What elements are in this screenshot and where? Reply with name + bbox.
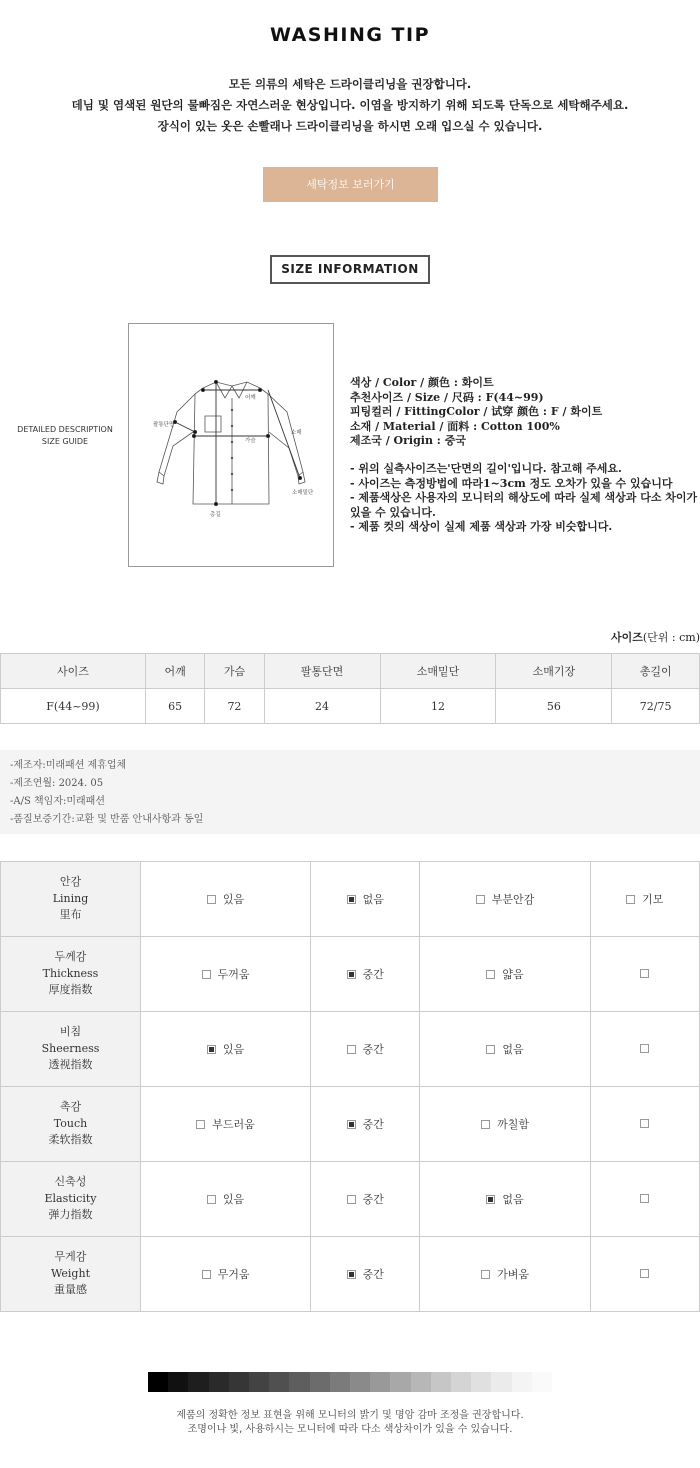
diagram-label-cuff: 소매밑단 [292,490,314,496]
size-table-header: 소매밑단 [380,654,496,689]
gray-swatch [310,1372,330,1392]
fabric-row-head [1,862,141,937]
fabric-option-cell [420,937,590,1012]
gray-swatch [411,1372,431,1392]
spec-size: 추천사이즈 / Size / 尺码 : F(44~99) [350,390,544,404]
fabric-attribute-zh: 柔软指数 [48,1133,93,1147]
fabric-option-cell [420,1237,590,1312]
washing-info-button[interactable]: 세탁정보 보러가기 [263,167,438,202]
gray-swatch [209,1372,229,1392]
size-table-header: 사이즈 [1,654,146,689]
fabric-row [1,1012,700,1087]
fabric-attribute-zh: 里布 [59,908,82,922]
checked-box-icon [207,1045,216,1054]
gray-swatch [168,1372,188,1392]
fabric-option [347,1116,384,1132]
fabric-option [640,1119,649,1128]
gray-swatch [330,1372,350,1392]
fabric-option-label: 중간 [362,968,384,981]
checked-box-icon [486,1195,495,1204]
manufacturer-info [0,750,700,834]
washing-line: 모든 의류의 세탁은 드라이클리닝을 권장합니다. [228,77,472,91]
spec-color: 색상 / Color / 颜色 : 화이트 [350,376,494,389]
checkbox-icon [202,970,211,979]
fabric-option-cell [311,1237,420,1312]
fabric-row-head [1,1162,141,1237]
checkbox-icon [476,895,485,904]
fabric-row [1,1087,700,1162]
gray-swatch [390,1372,410,1392]
fabric-option-cell [141,1162,311,1237]
table-row [1,689,700,724]
fabric-option [640,969,649,978]
size-table-cell: 65 [146,689,205,724]
checkbox-icon [347,1195,356,1204]
monitor-note [0,1409,700,1437]
fabric-attribute-en: Weight [51,1266,90,1280]
gray-swatch [370,1372,390,1392]
fabric-option [481,1116,529,1132]
gray-scale-strip [148,1372,552,1392]
checkbox-icon [196,1120,205,1129]
guide-label-line: DETAILED DESCRIPTION [17,425,113,434]
guide-label-line: SIZE GUIDE [41,437,89,446]
shirt-diagram-icon [129,324,333,566]
gray-swatch [289,1372,309,1392]
fabric-option-label: 없음 [362,893,384,906]
size-unit-label [611,629,700,645]
fabric-option-label: 얇음 [502,968,524,981]
monitor-note-line: 조명이나 빛, 사용하시는 모니터에 따라 다소 색상차이가 있을 수 있습니다. [187,1424,513,1435]
size-table-header: 총길이 [612,654,700,689]
fabric-option-cell [590,1087,699,1162]
fabric-option [347,966,384,982]
maker-line: -제조자:미래패션 제휴업체 [10,760,127,771]
size-table-cell: 56 [496,689,612,724]
fabric-option [486,1191,523,1207]
fabric-option-label: 부분안감 [491,893,535,906]
fabric-option [347,891,384,907]
fabric-attribute-ko: 안감 [59,875,82,889]
gray-swatch [148,1372,168,1392]
fabric-option-label: 없음 [502,1043,524,1056]
gray-swatch [491,1372,511,1392]
fabric-attribute-en: Sheerness [41,1041,100,1055]
fabric-option-cell [141,1237,311,1312]
checkbox-icon [640,1044,649,1053]
gray-swatch [249,1372,269,1392]
fabric-attribute-en: Elasticity [44,1191,97,1205]
fabric-option-cell [311,1012,420,1087]
fabric-option-label: 중간 [362,1268,384,1281]
fabric-option-cell [311,862,420,937]
fabric-option [207,1041,244,1057]
fabric-option [207,1191,244,1207]
fabric-row [1,862,700,937]
diagram-label-length: 총길 [210,512,221,518]
size-table-cell: 24 [264,689,380,724]
size-diagram [128,323,334,567]
fabric-option-cell [141,862,311,937]
fabric-option-cell [590,1012,699,1087]
checkbox-icon [207,895,216,904]
checkbox-icon [486,970,495,979]
spec-note: - 위의 실측사이즈는'단면의 길이'입니다. 참고해 주세요. [350,461,622,475]
fabric-option [640,1269,649,1278]
fabric-option-label: 있음 [222,893,245,906]
fabric-attribute-ko: 두께감 [54,950,87,964]
spec-note: - 사이즈는 측정방법에 따라1~3cm 정도 오차가 있을 수 있습니다 [350,476,673,490]
fabric-attribute-zh: 重量感 [54,1283,87,1297]
fabric-option-label: 부드러움 [212,1118,255,1131]
fabric-attribute-ko: 촉감 [59,1100,82,1114]
fabric-option [202,1266,250,1282]
fabric-option-label: 기모 [642,893,664,906]
checkbox-icon [640,1269,649,1278]
fabric-attribute-en: Lining [52,891,89,905]
washing-tip-title: WASHING TIP [269,24,431,46]
size-table-cell: 12 [380,689,496,724]
size-table-header: 소매기장 [496,654,612,689]
fabric-option-label: 무거움 [217,1268,250,1281]
size-table [0,653,700,724]
gray-swatch [229,1372,249,1392]
maker-line: -제조연월: 2024. 05 [10,778,104,789]
checkbox-icon [481,1120,490,1129]
gray-swatch [188,1372,208,1392]
fabric-option [202,966,250,982]
monitor-note-line: 제품의 정확한 정보 표현을 위해 모니터의 밝기 및 명암 감마 조정을 권장합니다. [176,1410,524,1421]
size-table-cell: 72 [205,689,264,724]
fabric-attribute-zh: 透视指数 [48,1058,93,1072]
fabric-option-cell [590,1237,699,1312]
fabric-option-label: 중간 [362,1043,384,1056]
fabric-option [207,891,244,907]
size-table-header: 가슴 [205,654,264,689]
checked-box-icon [347,1270,356,1279]
checked-box-icon [347,970,356,979]
fabric-option-cell [420,1087,590,1162]
fabric-option-label: 까칠함 [497,1118,529,1131]
fabric-attribute-zh: 厚度指数 [48,983,93,997]
gray-swatch [269,1372,289,1392]
fabric-attribute-ko: 비침 [59,1025,82,1039]
fabric-row-head [1,1012,141,1087]
fabric-attribute-ko: 신축성 [54,1175,87,1189]
fabric-option-cell [590,862,699,937]
fabric-option-label: 있음 [222,1043,245,1056]
checked-box-icon [347,1120,356,1129]
fabric-option-label: 중간 [362,1193,384,1206]
checkbox-icon [486,1045,495,1054]
diagram-label-chest: 가슴 [245,438,256,444]
fabric-option-cell [311,1087,420,1162]
checked-box-icon [347,895,356,904]
washing-instructions [0,74,700,137]
size-unit-note: (단위 : cm) [642,631,700,644]
checkbox-icon [481,1270,490,1279]
size-table-header-row [1,654,700,689]
fabric-option-label: 중간 [362,1118,384,1131]
size-unit-title: 사이즈 [610,631,643,644]
fabric-option [486,1041,523,1057]
fabric-row-head [1,1237,141,1312]
fabric-option-cell [590,937,699,1012]
fabric-option-cell [311,937,420,1012]
fabric-option-label: 있음 [222,1193,245,1206]
checkbox-icon [626,895,635,904]
gray-swatch [431,1372,451,1392]
spec-material: 소재 / Material / 面料 : Cotton 100% [350,419,560,433]
checkbox-icon [640,1119,649,1128]
fabric-option [626,891,663,907]
spec-notes [350,462,700,535]
gray-swatch [350,1372,370,1392]
fabric-attribute-en: Thickness [42,966,99,980]
fabric-attribute-en: Touch [53,1116,88,1130]
fabric-option [476,891,535,907]
spec-note: - 제품 컷의 색상이 실제 제품 색상과 가장 비슷합니다. [350,520,613,534]
fabric-option [347,1266,384,1282]
diagram-label-armhole: 팔통단면 [153,422,175,428]
fabric-row-head [1,937,141,1012]
fabric-option-cell [141,1087,311,1162]
washing-line: 장식이 있는 옷은 손빨래나 드라이클리닝을 하시면 오래 입으실 수 있습니다. [157,119,543,133]
fabric-option-cell [141,937,311,1012]
fabric-option [486,966,523,982]
checkbox-icon [207,1195,216,1204]
gray-swatch [532,1372,552,1392]
fabric-option [640,1044,649,1053]
fabric-option [481,1266,529,1282]
size-table-cell: 72/75 [612,689,700,724]
checkbox-icon [640,969,649,978]
fabric-option-cell [420,1162,590,1237]
fabric-option-label: 두꺼움 [217,968,250,981]
fabric-option-cell [420,1012,590,1087]
fabric-option-cell [311,1162,420,1237]
washing-line: 데님 및 염색된 원단의 물빠짐은 자연스러운 현상입니다. 이염을 방지하기 위해 되도록 단독으로 세탁해주세요. [71,98,629,112]
product-specs [350,376,700,535]
diagram-label-shoulder: 어깨 [245,395,256,401]
spec-fitting-color: 피팅컬러 / FittingColor / 试穿 颜色 : F / 화이트 [350,405,603,419]
maker-line: -품질보증기간:교환 및 반품 안내사항과 동일 [10,814,204,825]
size-table-cell: F(44~99) [1,689,146,724]
size-table-header: 어깨 [146,654,205,689]
checkbox-icon [640,1194,649,1203]
fabric-attribute-ko: 무게감 [54,1250,87,1264]
checkbox-icon [202,1270,211,1279]
size-information-heading: SIZE INFORMATION [270,255,430,284]
fabric-option-cell [590,1162,699,1237]
fabric-row [1,1162,700,1237]
fabric-attribute-zh: 弹力指数 [48,1208,93,1222]
fabric-option [640,1194,649,1203]
gray-swatch [512,1372,532,1392]
diagram-label-sleeve: 소매 [291,430,302,436]
fabric-option [196,1116,255,1132]
fabric-option-cell [141,1012,311,1087]
fabric-row [1,937,700,1012]
spec-note: - 제품색상은 사용자의 모니터의 해상도에 따라 실제 색상과 다소 차이가 있을 수 있습니다. [350,491,698,519]
gray-swatch [451,1372,471,1392]
fabric-row [1,1237,700,1312]
size-guide-label [10,424,120,448]
fabric-option-cell [420,862,590,937]
fabric-row-head [1,1087,141,1162]
spec-origin: 제조국 / Origin : 중국 [350,434,466,448]
maker-line: -A/S 책임자:미래패션 [10,796,105,807]
fabric-table [0,861,700,1312]
fabric-option-label: 가벼움 [497,1268,529,1281]
fabric-option [347,1191,384,1207]
checkbox-icon [347,1045,356,1054]
gray-swatch [471,1372,491,1392]
size-table-header: 팔통단면 [264,654,380,689]
fabric-option [347,1041,384,1057]
fabric-option-label: 없음 [502,1193,524,1206]
